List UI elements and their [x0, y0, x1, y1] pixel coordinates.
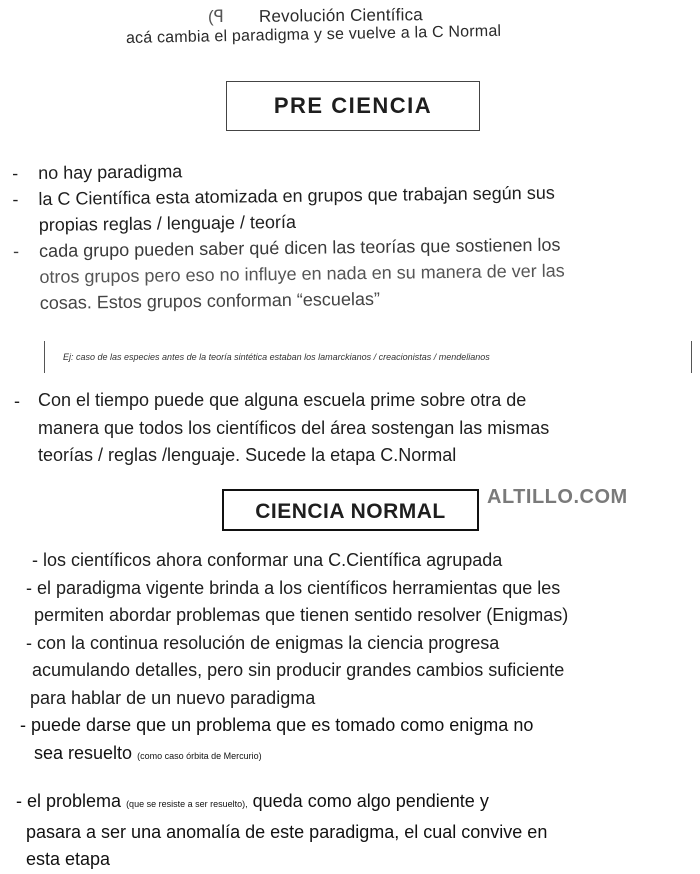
list-item-cont: cosas. Estos grupos conforman “escuelas”: [39, 288, 381, 313]
list-item: - el paradigma vigente brinda a los científicos herramientas que les: [26, 577, 561, 598]
pre-ciencia-list: [12, 154, 565, 316]
enigma-bullet: - puede darse que un problema que es tomado como enigma no sea resuelto (como caso órbita de Mercurio): [20, 715, 534, 763]
header-title: Revolución Científica: [258, 5, 423, 26]
example-note: Ej: caso de las especies antes de la teoría sintética estaban los lamarckianos / creacionistas / mendelianos: [44, 341, 692, 373]
ciencia-normal-list: [26, 547, 568, 712]
ciencia-normal-heading: CIENCIA NORMAL: [222, 489, 479, 531]
list-item-cont: propias reglas / lenguaje / teoría: [38, 211, 297, 235]
list-item: - no hay paradigma: [12, 161, 183, 184]
pre-ciencia-closing-bullet: Con el tiempo puede que alguna escuela prime sobre otra de manera que todos los científicos del área sostengan las mismas teorías / reglas /lenguaje. Sucede la etapa C.Normal: [38, 390, 550, 465]
list-item: - la C Científica esta atomizada en grupos que trabajan según sus: [12, 182, 555, 210]
anomaly-bullet: - el problema (que se resiste a ser resuelto), queda como algo pendiente y pasara a ser una anomalía de este paradigma, el cual convive en esta etapa: [16, 791, 548, 869]
circled-number-icon: (ꟼ: [208, 7, 224, 26]
list-item-cont: otros grupos pero eso no influye en nada en su manera de ver las: [39, 260, 565, 287]
watermark: ALTILLO.COM: [487, 486, 628, 508]
list-item-cont: permiten abordar problemas que tienen sentido resolver (Enigmas): [34, 605, 569, 625]
list-item: - con la continua resolución de enigmas la ciencia progresa: [26, 632, 500, 653]
dash-glyph: -: [14, 391, 20, 411]
list-item-cont: acumulando detalles, pero sin producir grandes cambios suficiente: [32, 660, 565, 680]
header-subtitle: acá cambia el paradigma y se vuelve a la C Normal: [125, 22, 502, 47]
list-item: - cada grupo pueden saber qué dicen las teorías que sostienen los: [12, 234, 561, 262]
list-item: - los científicos ahora conformar una C.Científica agrupada: [32, 550, 503, 570]
pre-ciencia-heading: PRE CIENCIA: [226, 81, 480, 131]
list-item-cont: para hablar de un nuevo paradigma: [30, 687, 316, 708]
